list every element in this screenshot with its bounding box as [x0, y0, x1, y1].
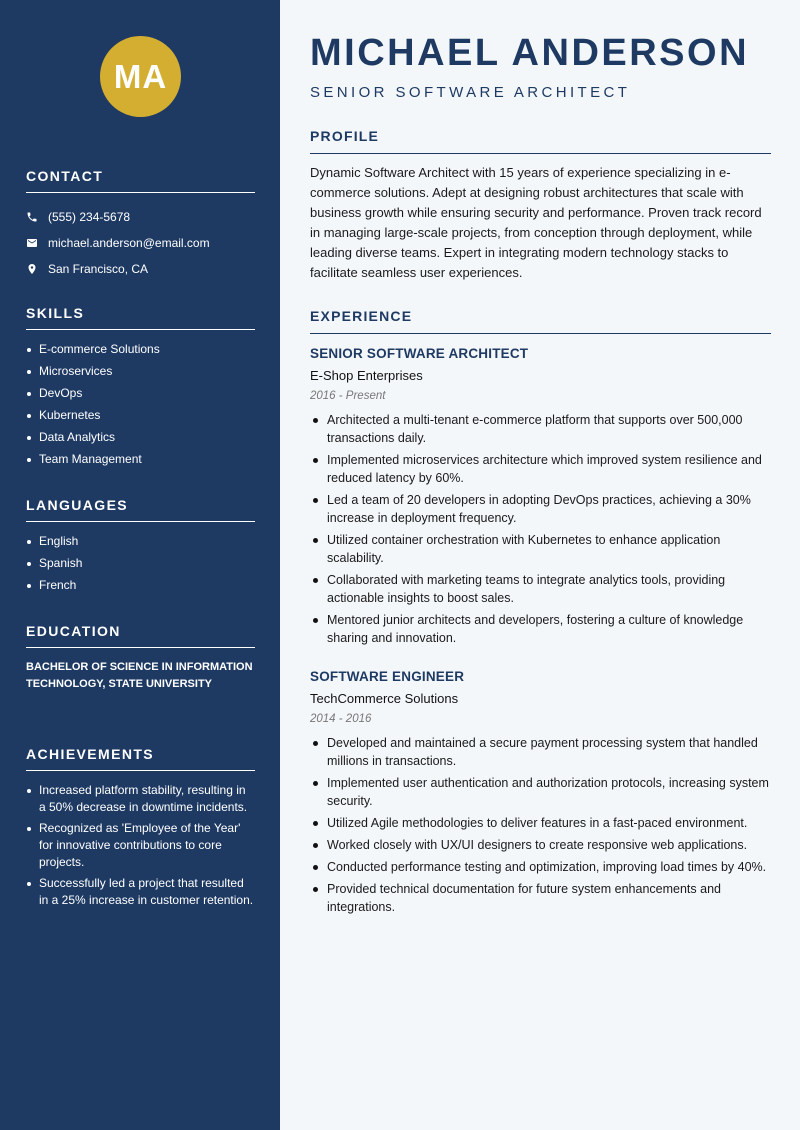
languages-heading: LANGUAGES: [26, 497, 255, 522]
job-bullet: Developed and maintained a secure payment processing system that handled millions in transactions.: [310, 734, 771, 770]
education-degree: BACHELOR OF SCIENCE IN INFORMATION TECHNOLOGY, STATE UNIVERSITY: [26, 661, 253, 690]
achievement-item: Successfully led a project that resulted in a 25% increase in customer retention.: [26, 875, 255, 909]
languages-section: [26, 497, 255, 599]
job-title: SENIOR SOFTWARE ARCHITECT: [310, 346, 529, 361]
experience-heading: EXPERIENCE: [310, 308, 771, 334]
job-bullets: [310, 411, 771, 647]
skill-item: Microservices: [26, 363, 255, 380]
profile-heading: PROFILE: [310, 128, 771, 154]
skills-list: [26, 341, 255, 468]
job-dates: 2014 - 2016: [310, 713, 372, 725]
contact-location: [26, 256, 255, 282]
skill-item: DevOps: [26, 385, 255, 402]
sidebar: [0, 0, 280, 1130]
phone-text: (555) 234-5678: [48, 210, 131, 224]
job-bullet: Mentored junior architects and developers, fostering a culture of knowledge sharing and innovation.: [310, 611, 771, 647]
achievement-item: Recognized as 'Employee of the Year' for innovative contributions to core projects.: [26, 820, 255, 871]
candidate-title: SENIOR SOFTWARE ARCHITECT: [310, 84, 631, 101]
job-dates: 2016 - Present: [310, 390, 386, 402]
job-entry: [310, 669, 771, 920]
email-icon: [26, 237, 38, 249]
job-bullets: [310, 734, 771, 916]
job-title: SOFTWARE ENGINEER: [310, 669, 465, 684]
job-company: E-Shop Enterprises: [310, 368, 423, 383]
job-bullet: Worked closely with UX/UI designers to create responsive web applications.: [310, 836, 771, 854]
candidate-name: MICHAEL ANDERSON: [310, 32, 750, 74]
language-item: Spanish: [26, 555, 255, 572]
job-entry: [310, 346, 771, 651]
achievements-section: [26, 746, 255, 913]
job-bullet: Conducted performance testing and optimization, improving load times by 40%.: [310, 858, 771, 876]
phone-icon: [26, 211, 38, 223]
achievement-item: Increased platform stability, resulting in a 50% decrease in downtime incidents.: [26, 782, 255, 816]
job-bullet: Utilized container orchestration with Kubernetes to enhance application scalability.: [310, 531, 771, 567]
location-text: San Francisco, CA: [48, 262, 149, 276]
skills-section: [26, 305, 255, 473]
job-bullet: Collaborated with marketing teams to integrate analytics tools, providing actionable insights to boost sales.: [310, 571, 771, 607]
job-bullet: Led a team of 20 developers in adopting DevOps practices, achieving a 30% increase in deployment frequency.: [310, 491, 771, 527]
contact-heading: CONTACT: [26, 168, 255, 193]
job-bullet: Provided technical documentation for future system enhancements and integrations.: [310, 880, 771, 916]
profile-text: Dynamic Software Architect with 15 years of experience specializing in e-commerce solutions. Adept at designing robust architectures that scale with business growth while ensuring security and performance. Proven track record in managing large-scale projects, from conception through deployment, while leading diverse teams. Expert in integrating modern technology stacks to facilitate seamless user experiences.: [310, 165, 762, 280]
job-bullet: Implemented microservices architecture which improved system resilience and reduced latency by 60%.: [310, 451, 771, 487]
achievements-list: [26, 782, 255, 909]
skills-heading: SKILLS: [26, 305, 255, 330]
skill-item: Data Analytics: [26, 429, 255, 446]
job-bullet: Utilized Agile methodologies to deliver features in a fast-paced environment.: [310, 814, 771, 832]
location-pin-icon: [26, 263, 38, 275]
education-section: [26, 623, 255, 693]
avatar: MA: [100, 36, 181, 117]
skill-item: Team Management: [26, 451, 255, 468]
contact-email: [26, 230, 255, 256]
achievements-heading: ACHIEVEMENTS: [26, 746, 255, 771]
email-text: michael.anderson@email.com: [48, 236, 210, 250]
language-item: French: [26, 577, 255, 594]
language-item: English: [26, 533, 255, 550]
skill-item: Kubernetes: [26, 407, 255, 424]
contact-section: [26, 168, 255, 282]
skill-item: E-commerce Solutions: [26, 341, 255, 358]
languages-list: [26, 533, 255, 594]
contact-phone: [26, 204, 255, 230]
job-bullet: Implemented user authentication and authorization protocols, increasing system security.: [310, 774, 771, 810]
education-heading: EDUCATION: [26, 623, 255, 648]
job-company: TechCommerce Solutions: [310, 691, 459, 706]
job-bullet: Architected a multi-tenant e-commerce platform that supports over 500,000 transactions daily.: [310, 411, 771, 447]
